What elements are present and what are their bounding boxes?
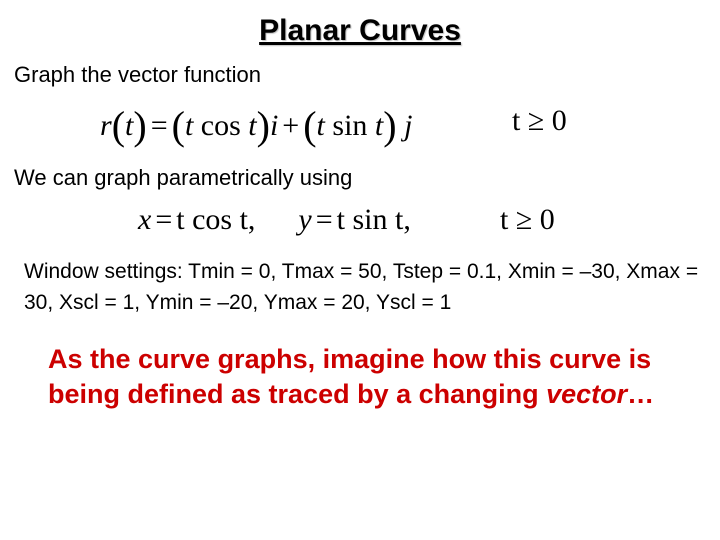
param-equation — [138, 203, 411, 237]
accent-ellipsis: … — [627, 379, 655, 409]
param-intro-text: We can graph parametrically using — [14, 165, 353, 190]
eq-r: r — [100, 109, 112, 142]
eq-sin: sin — [332, 109, 368, 142]
intro-text: Graph the vector function — [14, 62, 262, 87]
eq-paren: ) — [133, 103, 147, 148]
eq-equals: = — [150, 109, 168, 142]
window-settings: Window settings: Tmin = 0, Tmax = 50, Tstep = 0.1, Xmin = –30, Xmax = 30, Xscl = 1, Ymin = –20, Ymax = 20, Yscl = 1 — [24, 260, 699, 314]
eq-plus: + — [282, 109, 300, 142]
eq-j: j — [404, 109, 413, 142]
eq-y: y — [298, 203, 312, 236]
eq-paren: ( — [111, 103, 126, 148]
accent-text: As the curve graphs, imagine how this curve is being defined as traced by a changing — [48, 344, 652, 409]
eq-i: i — [269, 109, 279, 142]
eq-t: t — [184, 109, 194, 142]
eq-paren: ) — [256, 103, 270, 148]
eq-paren: ( — [303, 103, 317, 148]
eq-x-rhs: t cos t, — [176, 203, 256, 236]
eq-equals: = — [315, 203, 333, 236]
eq-equals: = — [155, 203, 173, 236]
accent-italic: vector — [546, 379, 628, 409]
param-condition: t ≥ 0 — [500, 203, 555, 236]
vector-condition: t ≥ 0 — [512, 104, 567, 137]
eq-x: x — [138, 203, 152, 236]
eq-y-rhs: t sin t, — [336, 203, 411, 236]
eq-t: t — [374, 109, 384, 142]
slide-title: Planar Curves — [259, 14, 461, 47]
vector-equation — [100, 102, 412, 149]
eq-paren: ( — [171, 103, 185, 148]
eq-t: t — [248, 109, 257, 142]
eq-t: t — [125, 109, 134, 142]
eq-t: t — [316, 109, 325, 142]
eq-cos: cos — [200, 109, 241, 142]
accent-note — [48, 342, 688, 412]
eq-paren: ) — [383, 103, 397, 148]
